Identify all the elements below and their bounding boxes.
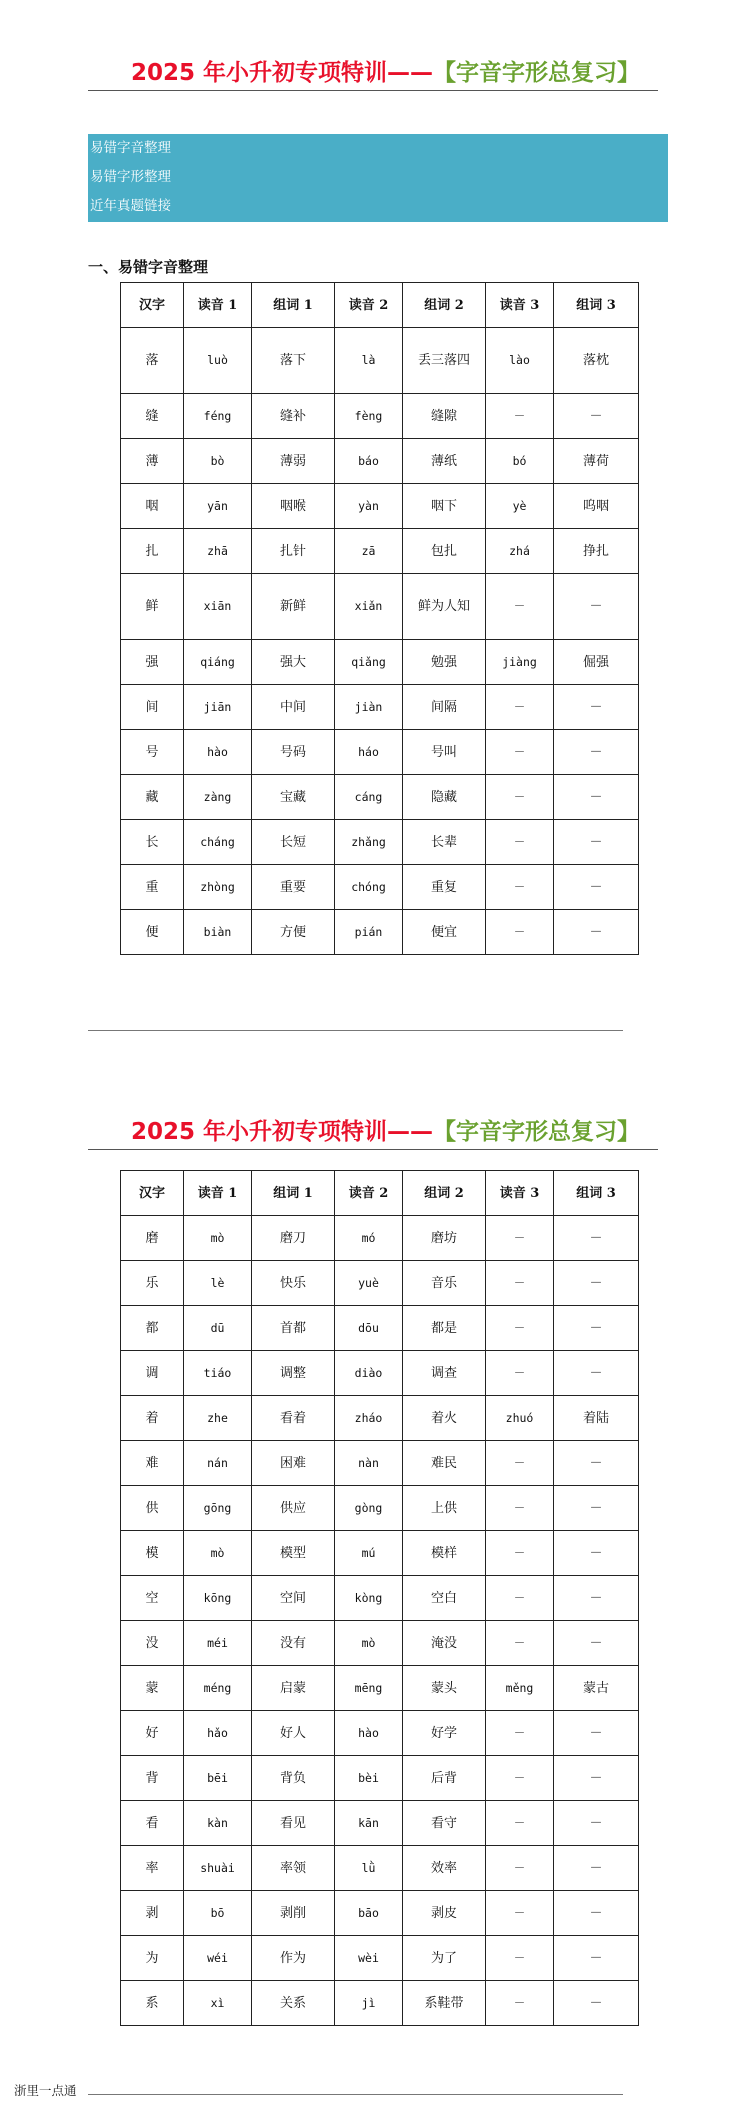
word-3-cell: －: [554, 730, 639, 775]
reading-3-cell: bó: [486, 439, 554, 484]
reading-2-cell: gòng: [335, 1486, 403, 1531]
col-header-reading-2: 读音 2: [335, 1171, 403, 1216]
reading-3-cell: zhá: [486, 529, 554, 574]
word-1-cell: 没有: [252, 1621, 335, 1666]
table-row: [121, 1576, 639, 1621]
reading-1-cell: mò: [184, 1531, 252, 1576]
word-2-cell: 勉强: [403, 640, 486, 685]
title-main: 2025 年小升初专项特训——: [130, 60, 433, 86]
hanzi-cell: 重: [121, 865, 184, 910]
reading-1-cell: yān: [184, 484, 252, 529]
hanzi-cell: 鲜: [121, 574, 184, 640]
table-row: [121, 1531, 639, 1576]
table-of-contents: [88, 134, 668, 222]
word-3-cell: －: [554, 1846, 639, 1891]
page-1-bottom-rule: [88, 1030, 623, 1031]
title-bracket-2: 【字音字形总复习】: [433, 1118, 640, 1145]
reading-2-cell: wèi: [335, 1936, 403, 1981]
reading-2-cell: mú: [335, 1531, 403, 1576]
reading-1-cell: zhòng: [184, 865, 252, 910]
reading-3-cell: －: [486, 394, 554, 439]
table-row: [121, 1981, 639, 2026]
table-row: [121, 1261, 639, 1306]
word-1-cell: 快乐: [252, 1261, 335, 1306]
table-header-row: [121, 283, 639, 328]
hanzi-cell: 缝: [121, 394, 184, 439]
table-row: [121, 685, 639, 730]
reading-3-cell: －: [486, 1756, 554, 1801]
reading-2-cell: hào: [335, 1711, 403, 1756]
word-3-cell: －: [554, 1486, 639, 1531]
word-2-cell: 便宜: [403, 910, 486, 955]
word-2-cell: 缝隙: [403, 394, 486, 439]
word-1-cell: 方便: [252, 910, 335, 955]
reading-3-cell: －: [486, 1891, 554, 1936]
word-1-cell: 薄弱: [252, 439, 335, 484]
col-header-reading-2: 读音 2: [335, 283, 403, 328]
word-1-cell: 磨刀: [252, 1216, 335, 1261]
table-row: [121, 1216, 639, 1261]
hanzi-cell: 都: [121, 1306, 184, 1351]
word-2-cell: 鲜为人知: [403, 574, 486, 640]
reading-3-cell: －: [486, 1261, 554, 1306]
word-3-cell: －: [554, 1531, 639, 1576]
word-3-cell: －: [554, 865, 639, 910]
word-1-cell: 困难: [252, 1441, 335, 1486]
reading-1-cell: tiáo: [184, 1351, 252, 1396]
word-3-cell: －: [554, 685, 639, 730]
reading-3-cell: －: [486, 1351, 554, 1396]
col-header-hanzi: 汉字: [121, 1171, 184, 1216]
hanzi-cell: 着: [121, 1396, 184, 1441]
word-2-cell: 后背: [403, 1756, 486, 1801]
word-2-cell: 咽下: [403, 484, 486, 529]
table-row: [121, 1621, 639, 1666]
reading-3-cell: lào: [486, 328, 554, 394]
hanzi-cell: 长: [121, 820, 184, 865]
word-2-cell: 剥皮: [403, 1891, 486, 1936]
hanzi-cell: 扎: [121, 529, 184, 574]
reading-2-cell: diào: [335, 1351, 403, 1396]
word-2-cell: 丢三落四: [403, 328, 486, 394]
word-3-cell: －: [554, 574, 639, 640]
reading-2-cell: mó: [335, 1216, 403, 1261]
table-row: [121, 328, 639, 394]
reading-1-cell: kōng: [184, 1576, 252, 1621]
reading-1-cell: méng: [184, 1666, 252, 1711]
word-2-cell: 蒙头: [403, 1666, 486, 1711]
reading-3-cell: －: [486, 574, 554, 640]
word-1-cell: 长短: [252, 820, 335, 865]
reading-3-cell: －: [486, 1621, 554, 1666]
table-row: [121, 640, 639, 685]
hanzi-cell: 蒙: [121, 1666, 184, 1711]
reading-2-cell: kòng: [335, 1576, 403, 1621]
word-1-cell: 调整: [252, 1351, 335, 1396]
table-row: [121, 820, 639, 865]
reading-2-cell: qiǎng: [335, 640, 403, 685]
page-header-2: [88, 1059, 658, 1150]
word-3-cell: －: [554, 1756, 639, 1801]
word-3-cell: －: [554, 1261, 639, 1306]
table-row: [121, 1756, 639, 1801]
reading-3-cell: －: [486, 1801, 554, 1846]
hanzi-cell: 咽: [121, 484, 184, 529]
hanzi-cell: 空: [121, 1576, 184, 1621]
word-3-cell: －: [554, 394, 639, 439]
reading-1-cell: xì: [184, 1981, 252, 2026]
reading-1-cell: kàn: [184, 1801, 252, 1846]
col-header-reading-1: 读音 1: [184, 283, 252, 328]
reading-2-cell: zháo: [335, 1396, 403, 1441]
table-row: [121, 1486, 639, 1531]
reading-1-cell: bō: [184, 1891, 252, 1936]
reading-1-cell: luò: [184, 328, 252, 394]
table-row: [121, 1936, 639, 1981]
word-2-cell: 着火: [403, 1396, 486, 1441]
word-1-cell: 中间: [252, 685, 335, 730]
col-header-word-3: 组词 3: [554, 1171, 639, 1216]
reading-1-cell: zhe: [184, 1396, 252, 1441]
reading-3-cell: －: [486, 775, 554, 820]
table-header-row: [121, 1171, 639, 1216]
reading-1-cell: mò: [184, 1216, 252, 1261]
reading-3-cell: －: [486, 1306, 554, 1351]
word-2-cell: 看守: [403, 1801, 486, 1846]
hanzi-cell: 没: [121, 1621, 184, 1666]
page-title: [131, 54, 640, 87]
word-3-cell: 薄荷: [554, 439, 639, 484]
hanzi-cell: 率: [121, 1846, 184, 1891]
hanzi-cell: 间: [121, 685, 184, 730]
word-3-cell: －: [554, 1441, 639, 1486]
reading-3-cell: －: [486, 820, 554, 865]
table-row: [121, 394, 639, 439]
word-2-cell: 为了: [403, 1936, 486, 1981]
word-3-cell: －: [554, 1621, 639, 1666]
word-2-cell: 淹没: [403, 1621, 486, 1666]
footer-watermark-text: 浙里一点通: [14, 2083, 77, 2098]
word-2-cell: 都是: [403, 1306, 486, 1351]
word-1-cell: 供应: [252, 1486, 335, 1531]
table-row: [121, 910, 639, 955]
reading-2-cell: jiàn: [335, 685, 403, 730]
reading-1-cell: zhā: [184, 529, 252, 574]
reading-2-cell: yuè: [335, 1261, 403, 1306]
col-header-reading-3: 读音 3: [486, 1171, 554, 1216]
word-1-cell: 背负: [252, 1756, 335, 1801]
word-1-cell: 启蒙: [252, 1666, 335, 1711]
reading-2-cell: háo: [335, 730, 403, 775]
reading-2-cell: pián: [335, 910, 403, 955]
reading-2-cell: zhǎng: [335, 820, 403, 865]
word-3-cell: 落枕: [554, 328, 639, 394]
hanzi-cell: 供: [121, 1486, 184, 1531]
hanzi-cell: 调: [121, 1351, 184, 1396]
reading-3-cell: －: [486, 1981, 554, 2026]
hanzi-cell: 难: [121, 1441, 184, 1486]
hanzi-cell: 剥: [121, 1891, 184, 1936]
hanzi-cell: 背: [121, 1756, 184, 1801]
word-2-cell: 效率: [403, 1846, 486, 1891]
hanzi-cell: 号: [121, 730, 184, 775]
word-3-cell: 呜咽: [554, 484, 639, 529]
reading-2-cell: kān: [335, 1801, 403, 1846]
table-row: [121, 1396, 639, 1441]
word-3-cell: －: [554, 1216, 639, 1261]
title-main-2: 2025 年小升初专项特训——: [130, 1119, 433, 1145]
reading-2-cell: lǜ: [335, 1846, 403, 1891]
reading-1-cell: jiān: [184, 685, 252, 730]
word-2-cell: 隐藏: [403, 775, 486, 820]
word-2-cell: 薄纸: [403, 439, 486, 484]
reading-3-cell: －: [486, 685, 554, 730]
toc-link-glyphs[interactable]: 易错字形整理: [90, 169, 171, 185]
hanzi-cell: 强: [121, 640, 184, 685]
word-2-cell: 难民: [403, 1441, 486, 1486]
toc-link-pronunciation[interactable]: 易错字音整理: [90, 140, 171, 156]
table-row: [121, 574, 639, 640]
word-3-cell: －: [554, 820, 639, 865]
word-1-cell: 落下: [252, 328, 335, 394]
col-header-reading-3: 读音 3: [486, 283, 554, 328]
section-heading: 一、易错字音整理: [88, 258, 209, 276]
word-3-cell: －: [554, 1936, 639, 1981]
hanzi-cell: 便: [121, 910, 184, 955]
reading-2-cell: cáng: [335, 775, 403, 820]
word-1-cell: 咽喉: [252, 484, 335, 529]
reading-1-cell: wéi: [184, 1936, 252, 1981]
reading-2-cell: bāo: [335, 1891, 403, 1936]
reading-2-cell: là: [335, 328, 403, 394]
word-2-cell: 好学: [403, 1711, 486, 1756]
reading-1-cell: féng: [184, 394, 252, 439]
reading-2-cell: fèng: [335, 394, 403, 439]
word-3-cell: －: [554, 1801, 639, 1846]
reading-3-cell: měng: [486, 1666, 554, 1711]
word-1-cell: 好人: [252, 1711, 335, 1756]
table-row: [121, 865, 639, 910]
reading-2-cell: yàn: [335, 484, 403, 529]
reading-3-cell: －: [486, 1486, 554, 1531]
hanzi-cell: 好: [121, 1711, 184, 1756]
reading-3-cell: －: [486, 865, 554, 910]
reading-3-cell: －: [486, 910, 554, 955]
reading-1-cell: cháng: [184, 820, 252, 865]
reading-1-cell: gōng: [184, 1486, 252, 1531]
word-2-cell: 间隔: [403, 685, 486, 730]
word-2-cell: 磨坊: [403, 1216, 486, 1261]
table-row: [121, 1711, 639, 1756]
reading-1-cell: lè: [184, 1261, 252, 1306]
table-row: [121, 529, 639, 574]
word-3-cell: 挣扎: [554, 529, 639, 574]
hanzi-cell: 落: [121, 328, 184, 394]
hanzi-cell: 乐: [121, 1261, 184, 1306]
reading-2-cell: mēng: [335, 1666, 403, 1711]
word-3-cell: －: [554, 1351, 639, 1396]
col-header-reading-1: 读音 1: [184, 1171, 252, 1216]
table-row: [121, 1306, 639, 1351]
word-2-cell: 长辈: [403, 820, 486, 865]
reading-2-cell: nàn: [335, 1441, 403, 1486]
word-2-cell: 空白: [403, 1576, 486, 1621]
table-row: [121, 1891, 639, 1936]
reading-1-cell: bò: [184, 439, 252, 484]
reading-1-cell: qiáng: [184, 640, 252, 685]
word-2-cell: 上供: [403, 1486, 486, 1531]
word-1-cell: 强大: [252, 640, 335, 685]
word-3-cell: －: [554, 775, 639, 820]
reading-2-cell: xiǎn: [335, 574, 403, 640]
reading-1-cell: shuài: [184, 1846, 252, 1891]
reading-2-cell: báo: [335, 439, 403, 484]
reading-1-cell: nán: [184, 1441, 252, 1486]
table-row: [121, 1441, 639, 1486]
word-3-cell: －: [554, 1711, 639, 1756]
hanzi-cell: 模: [121, 1531, 184, 1576]
word-1-cell: 模型: [252, 1531, 335, 1576]
reading-3-cell: －: [486, 1576, 554, 1621]
title-bracket: 【字音字形总复习】: [433, 59, 640, 86]
hanzi-cell: 为: [121, 1936, 184, 1981]
hanzi-cell: 薄: [121, 439, 184, 484]
hanzi-cell: 看: [121, 1801, 184, 1846]
reading-1-cell: hào: [184, 730, 252, 775]
word-1-cell: 看见: [252, 1801, 335, 1846]
table-row: [121, 730, 639, 775]
toc-link-exam-questions[interactable]: 近年真题链接: [90, 198, 171, 214]
word-2-cell: 系鞋带: [403, 1981, 486, 2026]
word-3-cell: －: [554, 1306, 639, 1351]
reading-3-cell: －: [486, 730, 554, 775]
word-1-cell: 作为: [252, 1936, 335, 1981]
word-3-cell: 着陆: [554, 1396, 639, 1441]
reading-3-cell: jiàng: [486, 640, 554, 685]
reading-1-cell: bēi: [184, 1756, 252, 1801]
reading-2-cell: chóng: [335, 865, 403, 910]
hanzi-cell: 磨: [121, 1216, 184, 1261]
word-1-cell: 关系: [252, 1981, 335, 2026]
word-1-cell: 新鲜: [252, 574, 335, 640]
reading-3-cell: －: [486, 1441, 554, 1486]
reading-2-cell: dōu: [335, 1306, 403, 1351]
word-1-cell: 重要: [252, 865, 335, 910]
col-header-word-2: 组词 2: [403, 1171, 486, 1216]
pronunciation-table-page-2: [120, 1170, 639, 2026]
word-1-cell: 宝藏: [252, 775, 335, 820]
reading-1-cell: zàng: [184, 775, 252, 820]
reading-2-cell: bèi: [335, 1756, 403, 1801]
reading-3-cell: －: [486, 1216, 554, 1261]
pronunciation-table-page-1: [120, 282, 639, 955]
word-2-cell: 重复: [403, 865, 486, 910]
word-1-cell: 看着: [252, 1396, 335, 1441]
word-1-cell: 率领: [252, 1846, 335, 1891]
reading-2-cell: zā: [335, 529, 403, 574]
hanzi-cell: 藏: [121, 775, 184, 820]
word-1-cell: 空间: [252, 1576, 335, 1621]
reading-1-cell: méi: [184, 1621, 252, 1666]
word-2-cell: 调查: [403, 1351, 486, 1396]
table-row: [121, 439, 639, 484]
table-row: [121, 1846, 639, 1891]
word-3-cell: －: [554, 1891, 639, 1936]
col-header-word-3: 组词 3: [554, 283, 639, 328]
reading-3-cell: －: [486, 1936, 554, 1981]
word-2-cell: 包扎: [403, 529, 486, 574]
word-3-cell: －: [554, 1981, 639, 2026]
table-row: [121, 1801, 639, 1846]
col-header-word-1: 组词 1: [252, 1171, 335, 1216]
word-3-cell: －: [554, 1576, 639, 1621]
reading-1-cell: biàn: [184, 910, 252, 955]
word-2-cell: 号叫: [403, 730, 486, 775]
hanzi-cell: 系: [121, 1981, 184, 2026]
col-header-word-1: 组词 1: [252, 283, 335, 328]
reading-1-cell: hǎo: [184, 1711, 252, 1756]
table-row: [121, 484, 639, 529]
reading-2-cell: mò: [335, 1621, 403, 1666]
reading-3-cell: yè: [486, 484, 554, 529]
page-header: [88, 0, 658, 91]
word-1-cell: 扎针: [252, 529, 335, 574]
page-title-2: [131, 1113, 640, 1146]
col-header-word-2: 组词 2: [403, 283, 486, 328]
word-3-cell: －: [554, 910, 639, 955]
reading-1-cell: dū: [184, 1306, 252, 1351]
reading-1-cell: xiān: [184, 574, 252, 640]
word-3-cell: 蒙古: [554, 1666, 639, 1711]
word-2-cell: 音乐: [403, 1261, 486, 1306]
col-header-hanzi: 汉字: [121, 283, 184, 328]
table-row: [121, 775, 639, 820]
word-1-cell: 首都: [252, 1306, 335, 1351]
word-1-cell: 剥削: [252, 1891, 335, 1936]
word-2-cell: 模样: [403, 1531, 486, 1576]
reading-2-cell: jì: [335, 1981, 403, 2026]
reading-3-cell: －: [486, 1846, 554, 1891]
reading-3-cell: zhuó: [486, 1396, 554, 1441]
table-row: [121, 1666, 639, 1711]
word-1-cell: 缝补: [252, 394, 335, 439]
page-2-bottom-rule: [88, 2094, 623, 2095]
reading-3-cell: －: [486, 1531, 554, 1576]
table-row: [121, 1351, 639, 1396]
word-3-cell: 倔强: [554, 640, 639, 685]
reading-3-cell: －: [486, 1711, 554, 1756]
word-1-cell: 号码: [252, 730, 335, 775]
